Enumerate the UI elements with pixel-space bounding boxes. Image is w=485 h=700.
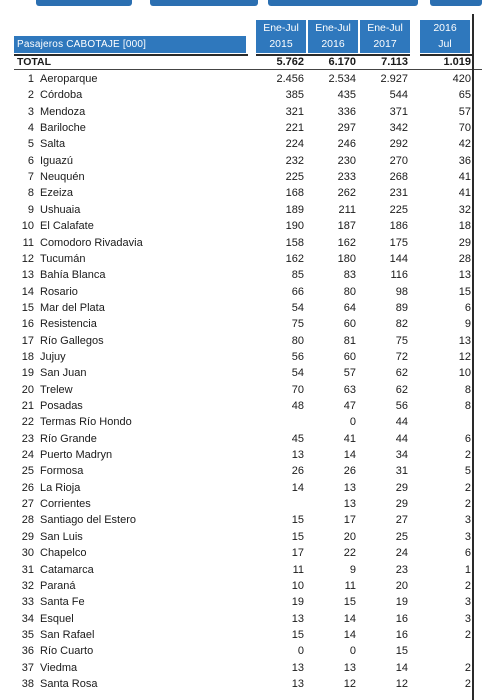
cell-value: 3	[464, 514, 471, 527]
airport-name: Posadas	[40, 400, 83, 412]
airport-name: Bariloche	[40, 122, 86, 135]
table-row	[14, 578, 482, 594]
cell-value: 81	[343, 334, 356, 347]
cell-value: 13	[291, 612, 304, 625]
cell-value: 186	[389, 220, 408, 233]
table-row	[14, 431, 482, 447]
cropped-title-glyphs	[430, 0, 482, 6]
airport-name: Río Gallegos	[40, 334, 104, 347]
airport-name: Ushuaia	[40, 203, 81, 216]
table-row	[14, 398, 482, 414]
cell-value: 13	[291, 449, 304, 462]
cell-value: 175	[389, 236, 408, 249]
cell-value: 85	[291, 269, 304, 282]
cell-value: 225	[389, 203, 408, 216]
cell-value: 2	[464, 579, 471, 592]
cell-value: 75	[395, 334, 408, 347]
cell-value: 45	[291, 432, 304, 445]
cell-value: 11	[344, 579, 356, 592]
cell-value: 31	[395, 465, 408, 478]
airport-name: Santa Fe	[40, 596, 85, 609]
table-row	[14, 235, 482, 251]
cell-value: 0	[297, 645, 304, 658]
table-row	[14, 87, 482, 103]
cell-value: 14	[343, 449, 356, 462]
cell-value: 82	[395, 318, 408, 331]
rank-number: 30	[21, 547, 34, 560]
cell-value: 34	[395, 449, 408, 462]
cell-value: 48	[291, 400, 304, 412]
footnote-cropped	[0, 690, 485, 700]
rank-number: 25	[21, 465, 34, 478]
cell-value: 80	[343, 285, 356, 298]
rank-number: 12	[21, 252, 34, 265]
table-row	[14, 284, 482, 300]
table-row	[14, 627, 482, 643]
column-header-line2: 2015	[269, 38, 293, 50]
rank-number: 16	[21, 318, 34, 331]
airport-name: Tucumán	[40, 252, 86, 265]
table-row	[14, 251, 482, 267]
cell-value: 9	[464, 318, 471, 331]
airport-name: Salta	[40, 138, 66, 151]
cell-value: 29	[395, 498, 408, 511]
cell-value: 2	[464, 498, 471, 511]
cell-value: 29	[395, 481, 408, 494]
cell-value: 544	[389, 89, 408, 102]
cell-value: 0	[349, 645, 356, 658]
rank-number: 15	[21, 301, 34, 314]
table-row	[14, 594, 482, 610]
rank-number: 28	[21, 514, 34, 527]
total-2017: 7.113	[381, 56, 408, 68]
cell-value: 54	[291, 367, 304, 380]
airport-name: Jujuy	[40, 350, 66, 363]
cell-value: 64	[343, 301, 356, 314]
cell-value: 41	[458, 171, 471, 184]
cell-value: 2	[464, 449, 471, 462]
rank-number: 2	[27, 89, 34, 102]
airport-name: Iguazú	[40, 154, 74, 167]
cell-value: 20	[395, 579, 408, 592]
airport-name: Ezeiza	[40, 187, 74, 200]
cell-value: 63	[343, 383, 356, 396]
column-header-line1: 2016	[433, 22, 457, 34]
cell-value: 14	[343, 612, 356, 625]
rank-number: 35	[21, 628, 34, 641]
rank-number: 33	[21, 596, 34, 609]
rank-number: 32	[21, 579, 34, 592]
cell-value: 66	[291, 285, 304, 298]
cell-value: 14	[343, 628, 356, 641]
airport-name: Santa Rosa	[40, 677, 98, 690]
table-row	[14, 545, 482, 561]
column-header-line2: 2016	[321, 38, 345, 50]
table-row	[14, 382, 482, 398]
rank-number: 17	[21, 334, 34, 347]
cell-value: 211	[338, 203, 356, 216]
cell-value: 2	[464, 661, 471, 674]
rank-number: 36	[21, 645, 34, 658]
cell-value: 13	[458, 269, 471, 282]
cell-value: 297	[337, 122, 356, 135]
table-row	[14, 120, 482, 136]
rank-number: 38	[21, 677, 34, 690]
cell-value: 62	[395, 383, 408, 396]
airport-name: Trelew	[40, 383, 73, 396]
table-row	[14, 480, 482, 496]
cell-value: 14	[395, 661, 408, 674]
cell-value: 385	[285, 89, 304, 102]
column-header-line1: Ene-Jul	[367, 22, 403, 34]
rank-number: 14	[21, 285, 34, 298]
cell-value: 70	[458, 122, 471, 135]
cell-value: 221	[285, 122, 304, 135]
cell-value: 246	[337, 138, 356, 151]
table-row	[14, 267, 482, 283]
rank-number: 24	[21, 449, 34, 462]
column-header-2015	[256, 20, 306, 53]
cell-value: 224	[285, 138, 304, 151]
cell-value: 0	[349, 416, 356, 429]
table-row	[14, 316, 482, 332]
cell-value: 13	[458, 334, 471, 347]
column-header-line2: 2017	[373, 38, 397, 50]
cell-value: 2.534	[328, 73, 356, 85]
cell-value: 13	[343, 481, 356, 494]
table-row	[14, 202, 482, 218]
cell-value: 16	[395, 612, 408, 625]
cell-value: 54	[291, 301, 304, 314]
rank-number: 3	[27, 105, 34, 118]
airport-name: Río Grande	[40, 432, 97, 445]
airport-name: Mar del Plata	[40, 301, 105, 314]
cell-value: 15	[395, 645, 408, 658]
cell-value: 12	[343, 677, 356, 690]
cell-value: 268	[389, 171, 408, 184]
table-row	[14, 104, 482, 120]
airport-name: San Rafael	[40, 628, 95, 641]
cell-value: 22	[343, 547, 356, 560]
table-row	[14, 414, 482, 430]
cell-value: 60	[343, 318, 356, 331]
table-row	[14, 136, 482, 152]
table-row	[14, 660, 482, 676]
cell-value: 57	[343, 367, 356, 380]
cell-value: 60	[343, 350, 356, 363]
rank-number: 21	[21, 400, 34, 412]
cell-value: 233	[337, 171, 356, 184]
rank-number: 9	[27, 203, 34, 216]
table-row	[14, 463, 482, 479]
table-row	[14, 169, 482, 185]
table-row	[14, 365, 482, 381]
airport-name: Formosa	[40, 465, 84, 478]
rank-number: 22	[21, 416, 34, 429]
cell-value: 56	[395, 400, 408, 412]
cell-value: 26	[343, 465, 356, 478]
cell-value: 232	[285, 154, 304, 167]
table-row	[14, 153, 482, 169]
airport-name: Corrientes	[40, 498, 91, 511]
cell-value: 6	[464, 301, 471, 314]
cell-value: 342	[389, 122, 408, 135]
cell-value: 2	[464, 481, 471, 494]
airport-name: Santiago del Estero	[40, 514, 137, 527]
cell-value: 65	[458, 89, 471, 102]
table-row	[14, 512, 482, 528]
table-row	[14, 447, 482, 463]
table-row	[14, 349, 482, 365]
airport-name: Termas Río Hondo	[40, 416, 132, 429]
column-header-line1: Ene-Jul	[315, 22, 351, 34]
cell-value: 75	[291, 318, 304, 331]
airport-name: Bahía Blanca	[40, 269, 106, 282]
cell-value: 168	[285, 187, 304, 200]
cell-value: 15	[291, 628, 304, 641]
cell-value: 29	[458, 236, 471, 249]
cell-value: 116	[390, 269, 408, 282]
cell-value: 15	[343, 596, 356, 609]
cell-value: 158	[285, 236, 304, 249]
row-header-label: Pasajeros CABOTAJE [000]	[14, 36, 246, 53]
cell-value: 25	[395, 530, 408, 543]
cell-value: 435	[337, 89, 356, 102]
airport-name: La Rioja	[40, 481, 81, 494]
cropped-title-glyphs	[268, 0, 418, 6]
rank-number: 8	[27, 187, 34, 200]
cell-value: 44	[395, 432, 408, 445]
cell-value: 47	[343, 400, 356, 412]
cell-value: 23	[395, 563, 408, 576]
cell-value: 15	[458, 285, 471, 298]
airport-name: San Juan	[40, 367, 87, 380]
cell-value: 262	[337, 187, 356, 200]
cell-value: 72	[395, 350, 408, 363]
total-2016: 6.170	[328, 56, 356, 68]
airport-name: Esquel	[40, 612, 74, 625]
cell-value: 10	[458, 367, 471, 380]
cell-value: 83	[343, 269, 356, 282]
rank-number: 27	[21, 498, 34, 511]
table-row	[14, 71, 482, 87]
total-label: TOTAL	[17, 56, 52, 68]
cell-value: 292	[389, 138, 408, 151]
cell-value: 10	[291, 579, 304, 592]
cell-value: 189	[285, 203, 304, 216]
cell-value: 41	[343, 432, 356, 445]
table-row	[14, 643, 482, 659]
cell-value: 321	[285, 105, 304, 118]
cell-value: 11	[292, 563, 304, 576]
airport-name: Aeroparque	[40, 73, 98, 85]
airport-name: Viedma	[40, 661, 78, 674]
cell-value: 180	[337, 252, 356, 265]
airport-name: San Luis	[40, 530, 83, 543]
airport-name: Resistencia	[40, 318, 97, 331]
airport-name: Córdoba	[40, 89, 83, 102]
column-header-line1: Ene-Jul	[263, 22, 299, 34]
airport-name: Paraná	[40, 579, 76, 592]
rank-number: 1	[27, 73, 34, 85]
cell-value: 15	[291, 514, 304, 527]
cell-value: 3	[464, 596, 471, 609]
cell-value: 20	[343, 530, 356, 543]
rank-number: 31	[21, 563, 34, 576]
airport-name: Puerto Madryn	[40, 449, 113, 462]
airport-name: Comodoro Rivadavia	[40, 236, 143, 249]
rank-number: 26	[21, 481, 34, 494]
cell-value: 89	[395, 301, 408, 314]
cell-value: 13	[343, 498, 356, 511]
column-header-line2: Jul	[438, 38, 452, 50]
total-jul-2016: 1.019	[443, 56, 471, 68]
cropped-title-glyphs	[150, 0, 258, 6]
total-rule	[14, 69, 482, 70]
cell-value: 1	[464, 563, 471, 576]
cell-value: 41	[458, 187, 471, 200]
cell-value: 371	[389, 105, 408, 118]
cell-value: 19	[291, 596, 304, 609]
cell-value: 3	[464, 530, 471, 543]
rank-number: 6	[27, 154, 34, 167]
cell-value: 32	[458, 203, 471, 216]
cell-value: 8	[464, 383, 471, 396]
cell-value: 13	[343, 661, 356, 674]
table-row	[14, 562, 482, 578]
rank-number: 11	[22, 236, 34, 249]
cropped-title-glyphs	[36, 0, 132, 6]
cell-value: 62	[395, 367, 408, 380]
cell-value: 26	[291, 465, 304, 478]
cropped-title-banner	[0, 0, 485, 14]
cell-value: 17	[291, 547, 304, 560]
airport-name: Neuquén	[40, 171, 85, 184]
rank-number: 13	[21, 269, 34, 282]
airport-name: Catamarca	[40, 563, 94, 576]
total-2015: 5.762	[276, 56, 304, 68]
cell-value: 13	[291, 661, 304, 674]
cell-value: 420	[452, 73, 471, 85]
cell-value: 27	[395, 514, 408, 527]
table-row	[14, 218, 482, 234]
cell-value: 18	[458, 220, 471, 233]
cell-value: 162	[285, 252, 304, 265]
column-header-jul-2016	[420, 20, 470, 53]
airport-name: Río Cuarto	[40, 645, 94, 658]
cell-value: 231	[389, 187, 408, 200]
cell-value: 28	[458, 252, 471, 265]
cell-value: 17	[343, 514, 356, 527]
cell-value: 2	[464, 677, 471, 690]
rank-number: 34	[21, 612, 34, 625]
rank-number: 20	[21, 383, 34, 396]
rank-number: 18	[21, 350, 34, 363]
table-row	[14, 611, 482, 627]
cell-value: 36	[458, 154, 471, 167]
column-header-2017	[360, 20, 410, 53]
cell-value: 2	[464, 628, 471, 641]
cell-value: 162	[337, 236, 356, 249]
cell-value: 80	[291, 334, 304, 347]
table-row	[14, 496, 482, 512]
rank-number: 37	[21, 661, 34, 674]
cell-value: 144	[389, 252, 408, 265]
table-row	[14, 529, 482, 545]
cell-value: 225	[285, 171, 304, 184]
airport-name: Chapelco	[40, 547, 87, 560]
rank-number: 29	[21, 530, 34, 543]
cell-value: 42	[458, 138, 471, 151]
cell-value: 8	[464, 400, 471, 412]
cell-value: 70	[291, 383, 304, 396]
cell-value: 9	[349, 563, 356, 576]
cell-value: 190	[285, 220, 304, 233]
cell-value: 12	[395, 677, 408, 690]
cell-value: 2.927	[380, 73, 408, 85]
cell-value: 187	[337, 220, 356, 233]
cell-value: 24	[395, 547, 408, 560]
airport-name: Rosario	[40, 285, 78, 298]
cell-value: 44	[395, 416, 408, 429]
table-row	[14, 333, 482, 349]
table-row	[14, 185, 482, 201]
cell-value: 3	[464, 612, 471, 625]
cell-value: 5	[464, 465, 471, 478]
cell-value: 56	[291, 350, 304, 363]
cell-value: 15	[291, 530, 304, 543]
cell-value: 6	[464, 432, 471, 445]
column-header-2016	[308, 20, 358, 53]
airport-name: El Calafate	[40, 220, 94, 233]
table-row	[14, 300, 482, 316]
rank-number: 5	[27, 138, 34, 151]
rank-number: 23	[21, 432, 34, 445]
cell-value: 98	[395, 285, 408, 298]
cell-value: 12	[458, 350, 471, 363]
rank-number: 4	[27, 122, 34, 135]
rank-number: 10	[21, 220, 34, 233]
cell-value: 2.456	[276, 73, 304, 85]
cell-value: 270	[389, 154, 408, 167]
cell-value: 13	[291, 677, 304, 690]
cell-value: 14	[291, 481, 304, 494]
airport-name: Mendoza	[40, 105, 86, 118]
cell-value: 16	[395, 628, 408, 641]
cell-value: 6	[464, 547, 471, 560]
cell-value: 57	[458, 105, 471, 118]
rank-number: 19	[21, 367, 34, 380]
cell-value: 230	[337, 154, 356, 167]
cell-value: 19	[395, 596, 408, 609]
total-row	[14, 55, 482, 69]
cell-value: 336	[337, 105, 356, 118]
rank-number: 7	[27, 171, 34, 184]
